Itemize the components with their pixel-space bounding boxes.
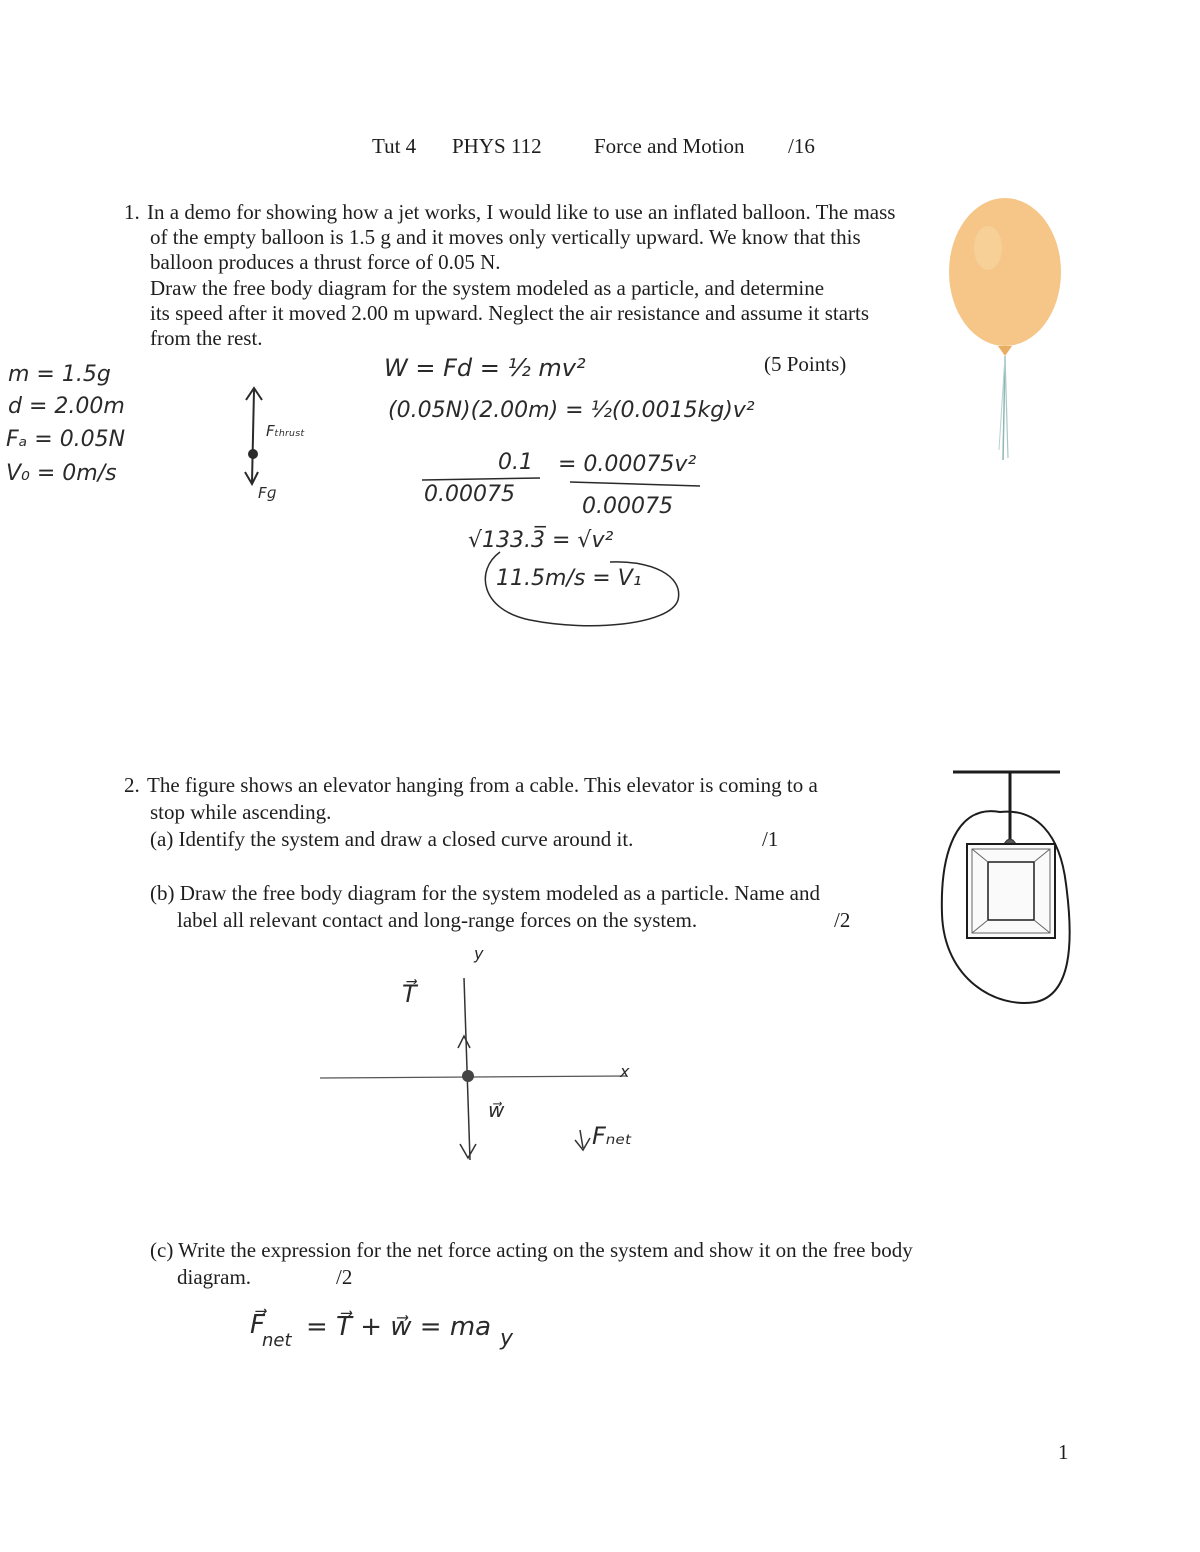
q1-line-6: from the rest.	[150, 326, 263, 350]
net-force-expression-rhs: = T⃗ + w⃗ = ma	[306, 1312, 492, 1342]
q2c-line-2: diagram.	[177, 1265, 252, 1289]
tension-label: T⃗	[402, 980, 417, 1008]
balloon-illustration	[948, 200, 1068, 470]
net-force-expression-lhs: F⃗	[250, 1310, 265, 1340]
work-line-3-right: = 0.00075v²	[558, 452, 697, 477]
q1-gravity-label: Fɡ	[258, 484, 277, 502]
q1-line-4: Draw the free body diagram for the system modeled as a particle, and determine	[150, 276, 825, 300]
elevator-figure	[936, 764, 1072, 1014]
q1-line-3: balloon produces a thrust force of 0.05 N.	[150, 250, 501, 274]
work-line-4-left: 0.00075	[424, 482, 515, 507]
work-line-1: W = Fd = ½ mv²	[384, 354, 586, 382]
given-distance: d = 2.00m	[8, 394, 125, 419]
q1-line-2: of the empty balloon is 1.5 g and it moves only vertically upward. We know that this	[150, 225, 861, 249]
given-initial-velocity: V₀ = 0m/s	[6, 461, 117, 486]
page-number: 1	[1058, 1440, 1069, 1464]
work-line-3-left: 0.1	[498, 450, 533, 475]
q2-number: 2.	[124, 773, 140, 797]
net-force-expression-sub2: y	[500, 1326, 514, 1351]
q1-free-body-diagram	[238, 382, 318, 502]
answer-circle	[470, 540, 690, 630]
q2b-line-2: label all relevant contact and long-range forces on the system.	[177, 908, 698, 932]
x-axis-label: x	[620, 1062, 630, 1081]
q1-thrust-label: Fₜₕᵣᵤₛₜ	[266, 422, 306, 440]
work-line-2: (0.05N)(2.00m) = ½(0.0015kg)v²	[388, 398, 755, 423]
work-line-4-right: 0.00075	[582, 494, 673, 519]
q2a-score: /1	[762, 827, 779, 851]
q2b-score: /2	[834, 908, 851, 932]
q1-line-1: In a demo for showing how a jet works, I would like to use an inflated balloon. The mass	[147, 200, 896, 224]
q2-line-2: stop while ascending.	[150, 800, 332, 824]
header-course: PHYS 112	[452, 134, 542, 158]
header-topic: Force and Motion	[594, 134, 745, 158]
q1-points: (5 Points)	[764, 352, 847, 376]
given-force: Fₐ = 0.05N	[6, 427, 126, 452]
q2a-text: (a) Identify the system and draw a closed curve around it.	[150, 827, 634, 851]
header-score: /16	[788, 134, 815, 158]
final-answer: 11.5m/s = V₁	[496, 566, 642, 591]
net-force-label: Fₙₑₜ	[592, 1122, 633, 1150]
q2b-line-1: (b) Draw the free body diagram for the system modeled as a particle. Name and	[150, 881, 820, 905]
weight-label: w⃗	[488, 1098, 505, 1122]
given-mass: m = 1.5g	[8, 362, 111, 387]
header-tut: Tut 4	[372, 134, 417, 158]
q1-number: 1.	[124, 200, 140, 224]
work-line-5: √133.3̅ = √v²	[468, 528, 614, 553]
q2c-score: /2	[336, 1265, 353, 1289]
q2c-line-1: (c) Write the expression for the net force acting on the system and show it on the free body	[150, 1238, 913, 1262]
net-force-expression-sub: net	[262, 1330, 292, 1351]
q1-line-5: its speed after it moved 2.00 m upward. Neglect the air resistance and assume it starts	[150, 301, 870, 325]
y-axis-label: y	[474, 944, 484, 963]
q2-line-1: The figure shows an elevator hanging from a cable. This elevator is coming to a	[147, 773, 818, 797]
